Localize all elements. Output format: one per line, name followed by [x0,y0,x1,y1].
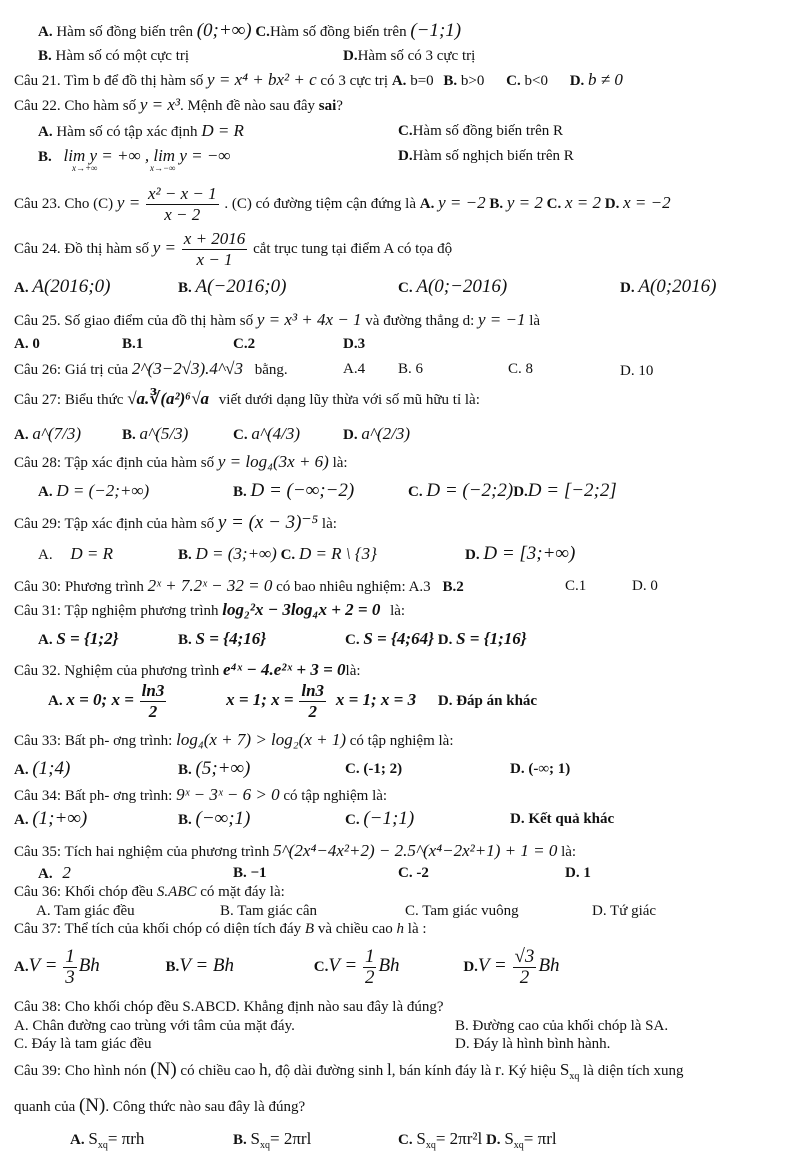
option-c-interval: (−1;1) [410,20,462,41]
question-39-text: Câu 39: Cho hình nón [14,1063,147,1079]
option-a-value: a^(7/3) [32,424,82,443]
q33-option-c: C. (-1; 2) [345,761,403,777]
question-23-y: y = [116,193,141,212]
option-b-symbol: S [250,1129,260,1148]
question-39-symbol-sub: xq [569,1071,580,1082]
question-39-var-r: r [495,1060,501,1079]
question-37-var-b: B [304,921,315,937]
question-35-text: Câu 35: Tích hai nghiệm của phương trình [14,844,270,860]
option-a-value: x = 0; x = [66,690,134,709]
question-29-text: Câu 29: Tập xác định của hàm số [14,516,215,532]
option-b-value: D = (3;+∞) [195,544,277,563]
q36-option-a: A. Tam giác đều [36,903,135,919]
question-30-text: Câu 30: Phương trình [14,579,144,595]
question-27-expr: √a.∛(a²)⁶√a [127,389,210,408]
question-27 [14,390,480,409]
fraction-denominator: x − 1 [196,250,233,270]
question-39-symbol: S [559,1060,570,1079]
question-36-text: Câu 36: Khối chóp đều [14,884,154,900]
option-c-fraction [363,947,377,988]
question-29-text-2: là: [321,516,337,532]
option-c-sub: xq [425,1140,436,1151]
q31-option-b [178,630,266,649]
q34-option-c [345,810,414,829]
question-23-text-2: . (C) có đường tiệm cận đứng là [224,196,416,212]
question-28-text-2: là: [332,455,348,471]
fraction-denominator: 2 [148,702,158,722]
option-b-letter: B. [165,959,180,975]
question-31-formula: log₂²x − 3log₄x + 2 = 0 [222,600,381,619]
question-32-text-2: là: [345,663,361,679]
option-c-value: A(0;−2016) [416,276,508,297]
option-b-letter: B. [233,484,247,500]
question-37-text-3: là : [407,921,427,937]
question-37-text: Câu 37: Thể tích của khối chóp có diện tích đáy [14,921,302,937]
option-d-rhs: Bh [538,955,560,976]
q25-option-c: C.2 [233,336,256,352]
q22-option-d [398,147,574,165]
q27-option-b [122,425,188,444]
option-a-value: D = R [70,544,113,563]
question-24 [14,228,452,270]
question-39 [14,1061,684,1086]
option-c-letter: C. [255,24,270,40]
question-24-y: y = [152,238,177,257]
question-35-text-2: là: [561,844,577,860]
q30-option-c: C.1 [565,578,587,594]
option-b-value: a^(5/3) [139,424,189,443]
option-b-letter: B. [178,812,192,828]
question-36-pyramid: S.ABC [156,884,197,900]
q28-option-c-d [408,482,617,501]
q34-option-d: D. Kết quả khác [510,811,615,827]
q25-option-a: A. 0 [14,336,40,352]
fraction-numerator: 1 [65,946,75,968]
q33-option-b [178,760,250,779]
option-c-letter: C. [345,812,360,828]
question-34 [14,786,387,805]
q20-option-a-c [38,22,461,41]
question-39-var-h: h [259,1060,268,1079]
option-b-letter: B. [178,547,192,563]
option-a-value: A(2016;0) [32,276,111,297]
option-b-fraction [299,681,326,722]
question-23-fraction [146,184,219,225]
q20-option-b [38,47,189,65]
option-a-formula: D = R [201,121,244,140]
option-a-text: Hàm số đồng biến trên [56,24,193,40]
fraction-denominator: 2 [519,967,530,989]
question-33-formula: log₄(x + 7) > log₂(x + 1) [176,730,347,749]
q27-option-c [233,425,300,444]
question-21-text: Câu 21. Tìm b để đồ thị hàm số [14,73,204,89]
option-a-letter: A. [38,547,53,563]
question-22-text-2: . Mệnh đề nào sau đây [180,98,315,114]
option-b: B.2 [442,579,464,595]
q22-option-c [398,122,563,140]
question-25 [14,311,540,330]
option-d-letter: D. [620,363,635,379]
q27-option-a [14,425,81,444]
question-32-text: Câu 32. Nghiệm của phương trình [14,663,220,679]
q35-option-b: B. −1 [233,865,267,881]
option-c-text: Hàm số đồng biến trên [269,24,407,40]
q32-options [48,680,537,722]
option-c-value: (−1;1) [363,808,415,829]
option-a-text: Hàm số có tập xác định [56,124,198,140]
fraction-numerator: x + 2016 [183,229,246,249]
option-a-letter: A. [14,959,29,975]
option-b-letter: B. [178,632,192,648]
option-a-letter: A. [14,762,29,778]
question-39-cone-2: (N) [78,1095,106,1116]
option-a-letter: A. [38,632,53,648]
question-24-text-2: cắt trục tung tại điểm A có tọa độ [253,241,453,257]
option-c-letter: C. [546,196,562,212]
question-39-var-l: l [387,1060,392,1079]
question-30-formula: 2ˣ + 7.2ˣ − 32 = 0 [147,576,273,595]
option-b-value: (5;+∞) [195,758,251,779]
option-b-letter: B. [178,280,192,296]
option-c-letter: C. [313,959,329,975]
question-28 [14,453,348,472]
option-a-sub: xq [97,1140,108,1151]
question-26-text: Câu 26: Giá trị của [14,362,129,378]
option-a-value: S = {1;2} [56,629,119,648]
fraction-denominator: 3 [65,967,75,989]
option-b-value: b>0 [460,73,485,89]
question-26-expr: 2^(3−2√3).4^√3 [131,359,243,378]
option-d-lhs: V = [477,955,507,976]
option-b-letter: B. [443,73,458,89]
question-30 [14,577,464,596]
q24-option-a [14,278,110,297]
q38-option-b: B. Đường cao của khối chóp là SA. [455,1018,669,1034]
option-d-text: Hàm số có 3 cực trị [357,48,476,64]
option-b-letter: B. [489,196,504,212]
option-d-letter: D. [620,280,635,296]
question-39-text-3: , độ dài đường sinh [267,1063,384,1079]
option-d-value: Đáp án khác [456,693,538,709]
question-31-text-2: là: [390,603,406,619]
q34-option-b [178,810,250,829]
question-37 [14,920,427,938]
question-30-text-2: có bao nhiêu nghiệm: [276,579,406,595]
option-b-letter: B. [233,1132,247,1148]
question-39-text-6: là diện tích xung [583,1063,684,1079]
option-d-letter: D. [437,632,453,648]
question-28-formula: y = log₄(3x + 6) [217,452,329,471]
fraction-numerator: 1 [364,946,375,968]
question-34-text: Câu 34: Bất ph- ơng trình: [14,788,173,804]
q26-option-d [620,362,653,380]
option-d-symbol: S [504,1129,514,1148]
question-27-text: Câu 27: Biểu thức [14,392,124,408]
question-24-fraction [182,229,248,270]
option-a-value: b=0 [410,73,434,89]
option-c-letter: C. [398,123,413,139]
option-d-value: = πrl [523,1129,557,1148]
option-a-letter: A. [38,124,53,140]
q38-option-d: D. Đáy là hình bình hành. [455,1036,611,1052]
q39-option-c-d [398,1130,557,1155]
q35-option-a [38,864,71,883]
option-c-value: b<0 [524,73,548,89]
option-b-value: (−∞;1) [195,808,251,829]
option-a-fraction [63,947,77,988]
option-b-sub: xq [259,1140,270,1151]
fraction-numerator: x² − x − 1 [147,184,217,204]
option-d-value: D = [3;+∞) [483,543,576,564]
q20-option-d [343,47,475,65]
option-a-fraction [140,681,167,722]
q31-option-a [38,630,118,649]
option-a-lhs: V = [28,955,58,976]
option-b-value: D = (−∞;−2) [250,480,355,501]
q35-option-c: C. -2 [398,865,429,881]
option-a: A.3 [408,579,431,595]
option-b-formula: lim y = +∞ , lim y = −∞ [63,146,231,165]
option-d-value: A(0;2016) [638,276,717,297]
q29-option-b-c [178,545,377,564]
question-36 [14,883,285,901]
option-c-value: D = (−2;2) [426,480,514,501]
option-a-symbol: S [88,1129,98,1148]
option-d-value: x = −2 [623,193,671,212]
question-35 [14,842,576,861]
question-38: Câu 38: Cho khối chóp đều S.ABCD. Khẳng định nào sau đây là đúng? [14,999,444,1015]
q38-option-c: C. Đáy là tam giác đều [14,1036,152,1052]
question-26-text-2: bằng. [254,362,288,378]
option-c-value: a^(4/3) [251,424,301,443]
option-c-value: x = 1; x = 3 [335,690,417,709]
question-34-formula: 9ˣ − 3ˣ − 6 > 0 [176,785,280,804]
option-a-rhs: Bh [78,955,100,976]
question-36-text-2: có mặt đáy là: [200,884,285,900]
option-b-letter: B. [122,427,136,443]
question-25-text-2: và đường thẳng d: [365,313,475,329]
question-34-text-2: có tập nghiệm là: [283,788,388,804]
option-d-letter: D. [604,196,620,212]
question-39-text-4: , bán kính đáy là [391,1063,492,1079]
question-32-formula: e⁴ˣ − 4.e²ˣ + 3 = 0 [222,660,346,679]
option-a-value: 2 [62,863,71,882]
option-a-letter: A. [70,1132,85,1148]
option-c-letter: C. [280,547,296,563]
question-21 [14,71,623,90]
q25-option-b: B.1 [122,336,144,352]
q28-option-a [38,482,149,501]
option-d-value: 10 [638,363,654,379]
q36-option-b: B. Tam giác cân [220,903,317,919]
fraction-denominator: 2 [364,967,375,989]
q33-option-a [14,760,70,779]
question-22-emphasis: sai [318,98,337,114]
question-24-text: Câu 24. Đồ thị hàm số [14,241,149,257]
option-b-value: x = 1; x = [226,690,294,709]
question-31-text: Câu 31: Tập nghiệm phương trình [14,603,219,619]
option-a-value: (1;4) [32,758,71,779]
option-c-letter: C. [398,280,413,296]
question-39-text-5: . Ký hiệu [500,1063,557,1079]
option-c-letter: C. [506,73,521,89]
option-d-letter: D. [398,148,413,164]
question-37-var-h: h [396,921,405,937]
option-a-letter: A. [419,196,435,212]
option-d-text: Hàm số nghịch biến trên R [412,148,574,164]
q36-option-c: C. Tam giác vuông [405,903,519,919]
option-b-value: y = 2 [506,193,543,212]
q27-option-d [343,425,410,444]
question-22-text: Câu 22. Cho hàm số [14,98,137,114]
option-a-letter: A. [48,693,63,709]
question-39-text-2: có chiều cao [180,1063,256,1079]
q22-limit-sub-1: x→+∞ [72,163,98,173]
question-21-text-2: có 3 cực trị [320,73,389,89]
q22-limit-sub-2: x→−∞ [150,163,176,173]
option-b-value: V = Bh [179,955,235,976]
q35-option-d: D. 1 [565,865,591,881]
q30-option-d: D. 0 [632,578,658,594]
q37-options [14,944,560,989]
option-a-letter: A. [38,866,53,882]
question-25-formula: y = x³ + 4x − 1 [256,310,362,329]
option-d-sub: xq [513,1140,524,1151]
option-a-value: y = −2 [438,193,486,212]
option-d-value: a^(2/3) [361,424,411,443]
option-a-letter: A. [14,280,29,296]
question-29 [14,514,337,533]
q26-option-a: A.4 [343,361,366,377]
question-29-formula: y = (x − 3)⁻⁵ [217,512,319,533]
option-d-fraction [513,947,537,988]
question-26 [14,360,288,379]
question-23 [14,183,671,225]
question-27-text-2: viết dưới dạng lũy thừa với số mũ hữu tỉ là: [218,392,480,408]
option-c-letter: C. [345,632,360,648]
question-39-text-7: quanh của [14,1099,76,1115]
question-25-line: y = −1 [478,310,526,329]
option-a-value: = πrh [107,1129,145,1148]
option-c-value: S = {4;64} [363,629,434,648]
q24-option-d [620,278,716,297]
q29-option-a [38,545,113,564]
option-b-value: A(−2016;0) [195,276,287,297]
option-b-text: Hàm số có một cực trị [55,48,190,64]
q31-option-c-d [345,630,527,649]
option-b-value: = 2πrl [269,1129,312,1148]
q33-option-d: D. (-∞; 1) [510,761,571,777]
option-a-letter: A. [391,73,407,89]
question-23-text: Câu 23. Cho (C) [14,196,114,212]
option-a-letter: A. [38,484,53,500]
option-d-letter: D. [437,693,453,709]
question-39-line-2 [14,1097,305,1116]
q38-option-a: A. Chân đường cao trùng với tâm của mặt đáy. [14,1018,295,1034]
option-d-letter: D. [463,959,478,975]
question-37-text-2: và chiều cao [317,921,393,937]
fraction-numerator: ln3 [141,681,165,701]
q36-option-d: D. Tứ giác [592,903,657,919]
question-39-text-8: . Công thức nào sau đây là đúng? [105,1099,306,1115]
option-b-value: S = {4;16} [195,629,267,648]
option-a-letter: A. [38,24,53,40]
question-31 [14,601,405,620]
q22-option-a [38,122,244,141]
option-d-value: b ≠ 0 [588,70,623,89]
question-21-formula: y = x⁴ + bx² + c [207,70,317,89]
option-d-letter: D. [485,1132,501,1148]
option-a-interval: (0;+∞) [196,20,252,41]
option-b-letter: B. [38,48,52,64]
question-33-text-2: có tập nghiệm là: [349,733,454,749]
option-d-letter: D. [343,48,358,64]
question-33-text: Câu 33: Bất ph- ơng trình: [14,733,173,749]
option-c-letter: C. [233,427,248,443]
q22-option-b [38,147,230,166]
q28-option-b [233,482,354,501]
question-35-formula: 5^(2x⁴−4x²+2) − 2.5^(x⁴−2x²+1) + 1 = 0 [273,841,558,860]
question-32 [14,661,361,680]
option-d-value: S = {1;16} [456,629,527,648]
question-22 [14,96,343,115]
question-33 [14,731,453,750]
question-22-formula: y = x³ [139,95,181,114]
option-c-letter: C. [398,1132,413,1148]
q25-option-d: D.3 [343,336,366,352]
fraction-numerator: √3 [514,946,535,968]
option-d-letter: D. [465,547,480,563]
q29-option-d [465,545,575,564]
q39-option-b [233,1130,311,1155]
fraction-denominator: 2 [308,702,317,722]
q26-option-b: B. 6 [398,361,424,377]
q24-option-b [178,278,286,297]
q34-option-a [14,810,87,829]
q26-option-c: C. 8 [508,361,534,377]
option-c-symbol: S [416,1129,426,1148]
question-28-text: Câu 28: Tập xác định của hàm số [14,455,215,471]
q24-option-c [398,278,507,297]
option-c-value: = 2πr²l [435,1129,483,1148]
option-d-value: D = [−2;2] [527,480,617,501]
question-39-cone: (N) [150,1059,177,1080]
option-c-value: D = R \ {3} [298,544,377,563]
option-b-letter: B. [178,762,192,778]
option-a-value: (1;+∞) [32,808,88,829]
fraction-numerator: ln3 [301,681,325,701]
question-22-qmark: ? [336,98,343,114]
option-d-letter: D. [343,427,358,443]
option-c-letter: C. [408,484,423,500]
option-c-value: x = 2 [564,193,602,212]
option-c-text: Hàm số đồng biến trên R [412,123,563,139]
q39-option-a [70,1130,144,1155]
option-a-letter: A. [14,427,29,443]
fraction-denominator: x − 2 [164,205,201,225]
question-25-text: Câu 25. Số giao điểm của đồ thị hàm số [14,313,254,329]
option-d-letter: D. [569,73,585,89]
option-c-rhs: Bh [378,955,400,976]
option-c-lhs: V = [328,955,358,976]
option-d-letter: D. [513,484,528,500]
question-25-text-3: là [529,313,541,329]
option-a-letter: A. [14,812,29,828]
option-a-value: D = (−2;+∞) [56,481,150,500]
option-b-letter: B. [38,149,52,165]
